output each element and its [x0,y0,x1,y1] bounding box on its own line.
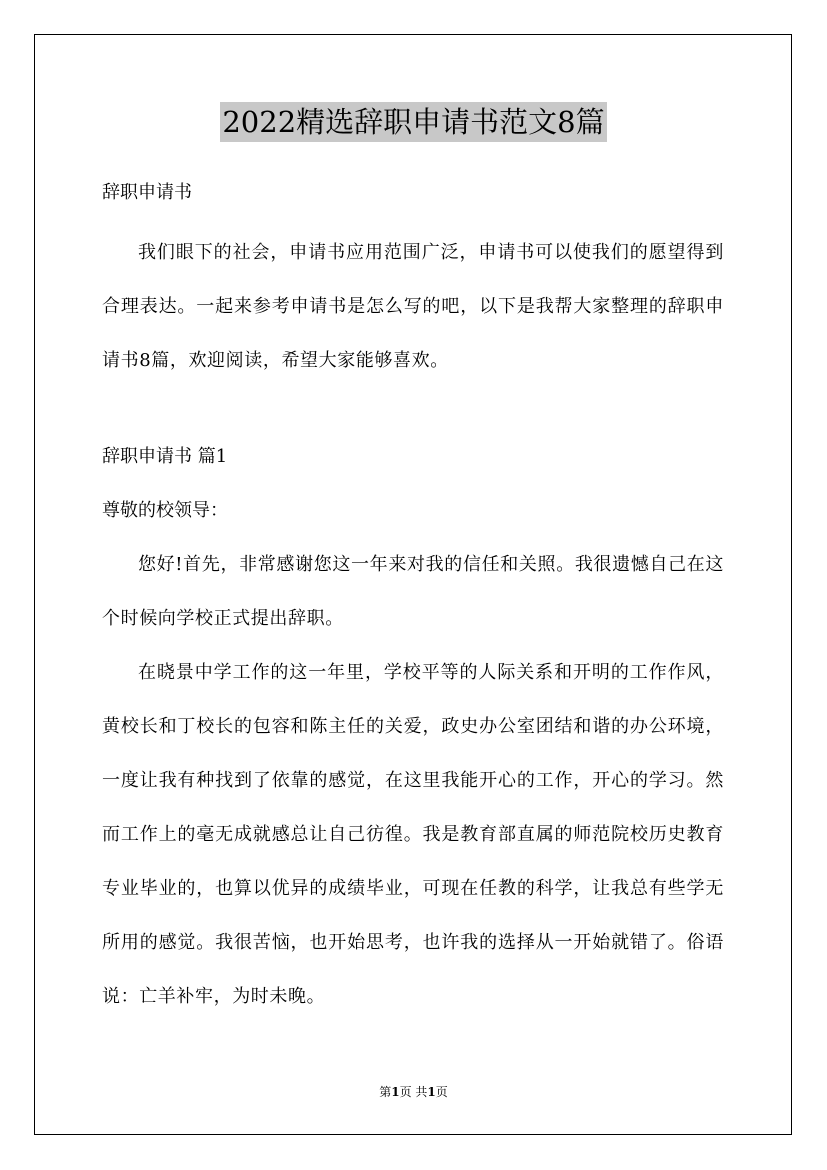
footer-prefix: 第 [379,1085,392,1099]
footer-total-pages: 1 [427,1085,436,1099]
footer-mid: 页 共 [399,1085,428,1099]
section-heading: 辞职申请书 篇1 [102,446,228,467]
page-footer [0,1084,827,1100]
salutation: 尊敬的校领导： [102,500,228,521]
document-body [102,178,724,1024]
body-paragraph-2: 在晓景中学工作的这一年里，学校平等的人际关系和开明的工作作风，黄校长和丁校长的包容和陈主任的关爱，政史办公室团结和谐的办公环境，一度让我有种找到了依靠的感觉，在这里我能开心的工作，开心的学习。然而工作上的毫无成就感总让自己彷徨。我是教育部直属的师范院校历史教育专业毕业的，也算以优异的成绩毕业，可现在任教的科学，让我总有些学无所用的感觉。我很苦恼，也开始思考，也许我的选择从一开始就错了。俗语说：亡羊补牢，为时未晚。 [102,662,724,1007]
document-title: 2022精选辞职申请书范文8篇 [220,102,606,142]
body-paragraph-1: 您好!首先，非常感谢您这一年来对我的信任和关照。我很遗憾自己在这个时候向学校正式提出辞职。 [102,554,724,629]
intro-paragraph: 我们眼下的社会，申请书应用范围广泛，申请书可以使我们的愿望得到合理表达。一起来参考申请书是怎么写的吧，以下是我帮大家整理的辞职申请书8篇，欢迎阅读，希望大家能够喜欢。 [102,242,724,371]
spacer [102,388,724,448]
footer-current-page: 1 [391,1085,400,1099]
title-container [0,102,827,142]
footer-suffix: 页 [435,1085,448,1099]
intro-heading: 辞职申请书 [102,182,192,203]
